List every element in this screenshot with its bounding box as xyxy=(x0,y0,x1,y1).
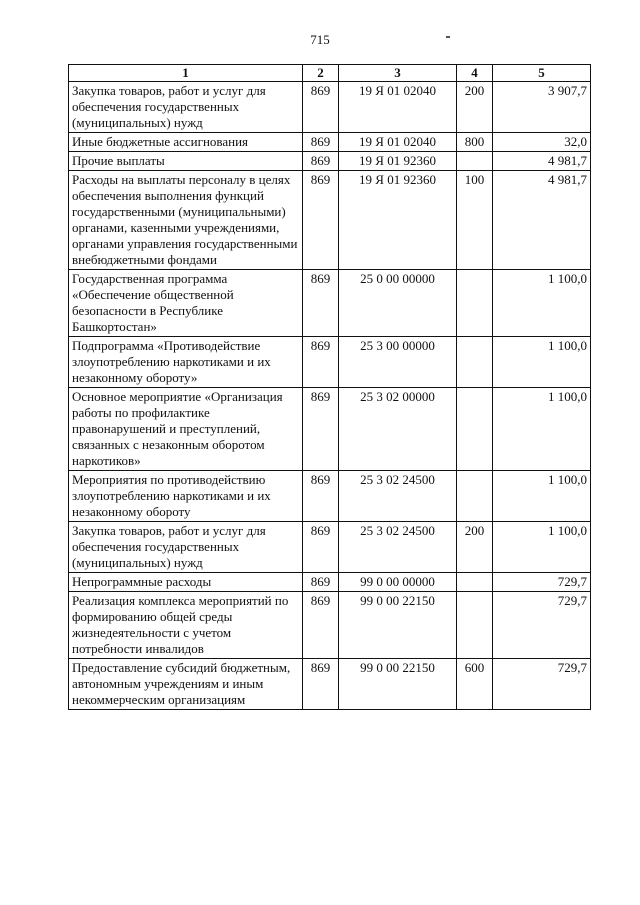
cell-expense-type: 200 xyxy=(457,522,493,573)
cell-item-name: Закупка товаров, работ и услуг для обеспечения государственных (муниципальных) нужд xyxy=(69,522,303,573)
table-row xyxy=(69,171,591,270)
table-row xyxy=(69,592,591,659)
cell-item-name: Непрограммные расходы xyxy=(69,573,303,592)
column-header-4: 4 xyxy=(457,65,493,82)
cell-expense-type: 100 xyxy=(457,171,493,270)
cell-ministry-code: 869 xyxy=(303,82,339,133)
cell-item-name: Государственная программа «Обеспечение общественной безопасности в Республике Башкортостан» xyxy=(69,270,303,337)
page-number: 715 xyxy=(310,32,330,47)
cell-ministry-code: 869 xyxy=(303,592,339,659)
cell-expense-type xyxy=(457,270,493,337)
cell-expense-type xyxy=(457,337,493,388)
cell-item-name: Мероприятия по противодействию злоупотреблению наркотиками и их незаконному обороту xyxy=(69,471,303,522)
table-row xyxy=(69,522,591,573)
cell-amount: 729,7 xyxy=(493,573,591,592)
cell-ministry-code: 869 xyxy=(303,171,339,270)
cell-item-name: Реализация комплекса мероприятий по формированию общей среды жизнедеятельности с учетом потребности инвалидов xyxy=(69,592,303,659)
cell-target-code: 25 3 02 24500 xyxy=(339,522,457,573)
cell-ministry-code: 869 xyxy=(303,152,339,171)
table-row xyxy=(69,659,591,710)
cell-amount: 32,0 xyxy=(493,133,591,152)
cell-target-code: 25 3 02 24500 xyxy=(339,471,457,522)
column-header-2: 2 xyxy=(303,65,339,82)
table-row xyxy=(69,270,591,337)
cell-item-name: Иные бюджетные ассигнования xyxy=(69,133,303,152)
cell-amount: 729,7 xyxy=(493,659,591,710)
table-row xyxy=(69,388,591,471)
cell-target-code: 19 Я 01 02040 xyxy=(339,82,457,133)
header-row xyxy=(69,65,591,82)
cell-item-name: Подпрограмма «Противодействие злоупотреблению наркотиками и их незаконному обороту» xyxy=(69,337,303,388)
cell-target-code: 99 0 00 22150 xyxy=(339,592,457,659)
cell-amount: 1 100,0 xyxy=(493,388,591,471)
cell-ministry-code: 869 xyxy=(303,573,339,592)
cell-amount: 1 100,0 xyxy=(493,522,591,573)
cell-amount: 3 907,7 xyxy=(493,82,591,133)
cell-target-code: 25 3 00 00000 xyxy=(339,337,457,388)
scan-mark xyxy=(446,36,450,38)
cell-item-name: Основное мероприятие «Организация работы по профилактике правонарушений и преступлений, связанных с незаконным оборотом наркотиков» xyxy=(69,388,303,471)
cell-expense-type xyxy=(457,592,493,659)
table-row xyxy=(69,82,591,133)
cell-item-name: Закупка товаров, работ и услуг для обеспечения государственных (муниципальных) нужд xyxy=(69,82,303,133)
cell-target-code: 99 0 00 22150 xyxy=(339,659,457,710)
cell-amount: 4 981,7 xyxy=(493,171,591,270)
cell-amount: 1 100,0 xyxy=(493,337,591,388)
table-row xyxy=(69,337,591,388)
table-row xyxy=(69,133,591,152)
column-header-1: 1 xyxy=(69,65,303,82)
cell-amount: 1 100,0 xyxy=(493,270,591,337)
cell-expense-type xyxy=(457,471,493,522)
cell-expense-type: 200 xyxy=(457,82,493,133)
cell-ministry-code: 869 xyxy=(303,270,339,337)
cell-ministry-code: 869 xyxy=(303,133,339,152)
cell-target-code: 25 3 02 00000 xyxy=(339,388,457,471)
cell-amount: 729,7 xyxy=(493,592,591,659)
column-header-5: 5 xyxy=(493,65,591,82)
table-row xyxy=(69,152,591,171)
table-row xyxy=(69,573,591,592)
cell-target-code: 19 Я 01 92360 xyxy=(339,152,457,171)
cell-ministry-code: 869 xyxy=(303,522,339,573)
cell-item-name: Расходы на выплаты персоналу в целях обеспечения выполнения функций государственными (муниципальными) органами, казенными учреждениями, органами управления государственными внебюджетными фондами xyxy=(69,171,303,270)
cell-ministry-code: 869 xyxy=(303,388,339,471)
cell-amount: 4 981,7 xyxy=(493,152,591,171)
cell-item-name: Предоставление субсидий бюджетным, автономным учреждениям и иным некоммерческим организациям xyxy=(69,659,303,710)
cell-target-code: 99 0 00 00000 xyxy=(339,573,457,592)
cell-expense-type xyxy=(457,388,493,471)
cell-ministry-code: 869 xyxy=(303,337,339,388)
table-row xyxy=(69,471,591,522)
cell-expense-type xyxy=(457,573,493,592)
cell-amount: 1 100,0 xyxy=(493,471,591,522)
cell-target-code: 19 Я 01 02040 xyxy=(339,133,457,152)
budget-table xyxy=(68,64,591,710)
column-header-3: 3 xyxy=(339,65,457,82)
cell-ministry-code: 869 xyxy=(303,471,339,522)
cell-target-code: 25 0 00 00000 xyxy=(339,270,457,337)
cell-item-name: Прочие выплаты xyxy=(69,152,303,171)
cell-ministry-code: 869 xyxy=(303,659,339,710)
cell-expense-type: 600 xyxy=(457,659,493,710)
cell-expense-type xyxy=(457,152,493,171)
cell-target-code: 19 Я 01 92360 xyxy=(339,171,457,270)
cell-expense-type: 800 xyxy=(457,133,493,152)
